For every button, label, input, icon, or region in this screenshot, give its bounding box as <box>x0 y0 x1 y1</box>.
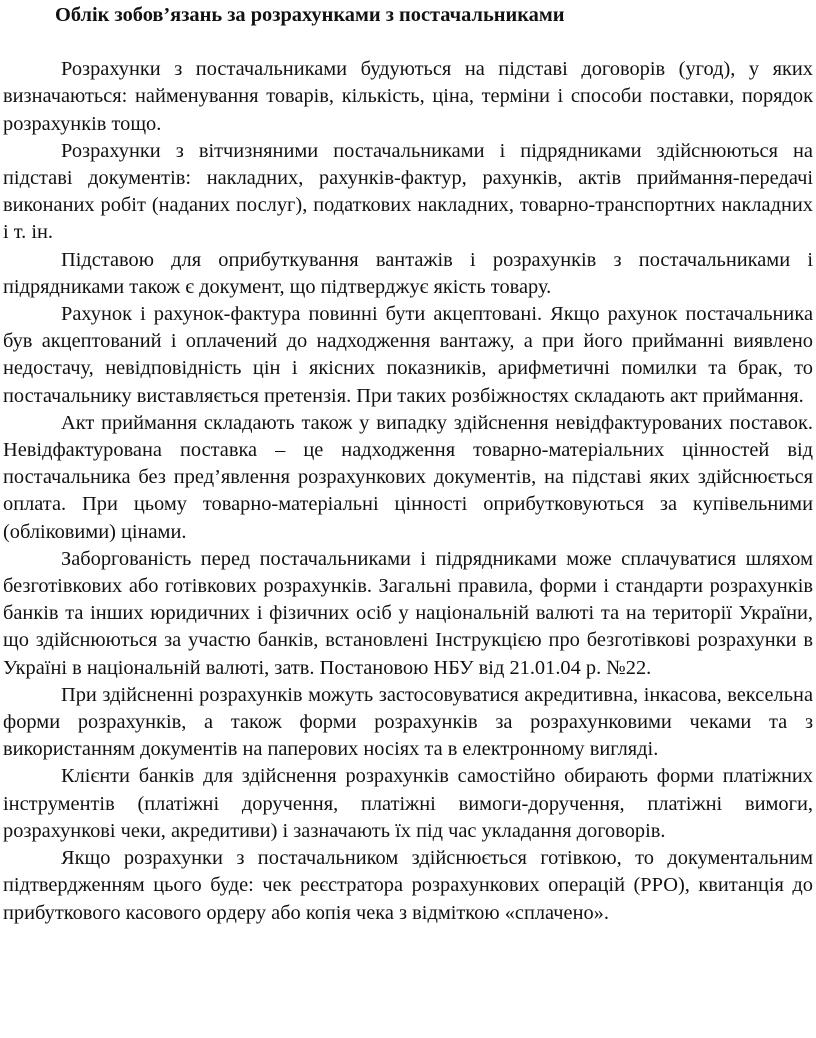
paragraph-5: Акт приймання складають також у випадку здійснення невідфактурованих поставок. Невідфактурована поставка – це надходження товарно-матеріальних цінностей від постачальника без пред’явлення розрахункових документів, на підставі яких здійснюється оплата. При цьому товарно-матеріальні цінності оприбутковуються за купівельними (обліковими) цінами. <box>3 411 813 543</box>
paragraph-9: Якщо розрахунки з постачальником здійснюється готівкою, то документальним підтвердженням цього буде: чек реєстратора розрахункових операцій (РРО), квитанція до прибуткового касового ордеру або копія чека з відміткою «сплачено». <box>3 847 813 924</box>
paragraph-3: Підставою для оприбуткування вантажів і розрахунків з постачальниками і підрядниками також є документ, що підтверджує якість товару. <box>3 248 813 298</box>
paragraph-8: Клієнти банків для здійснення розрахунків самостійно обирають форми платіжних інструментів (платіжні доручення, платіжні вимоги-доручення, платіжні вимоги, розрахункові чеки, акредитиви) і зазначають їх під час укладання договорів. <box>3 765 813 842</box>
paragraph-7: При здійсненні розрахунків можуть застосовуватися акредитивна, інкасова, вексельна форми розрахунків, а також форми розрахунків за розрахунковими чеками та з використанням документів на паперових носіях та в електронному вигляді. <box>3 683 813 761</box>
paragraph-4: Рахунок і рахунок-фактура повинні бути акцептовані. Якщо рахунок постачальника був акцептований і оплачений до надходження вантажу, а при його прийманні виявлено недостачу, невідповідність цін і якісних показників, арифметичні помилки та брак, то постачальнику виставляється претензія. При таких розбіжностях складають акт приймання. <box>3 303 813 407</box>
paragraph-1: Розрахунки з постачальниками будуються на підставі договорів (угод), у яких визначаються: найменування товарів, кількість, ціна, терміни і способи поставки, порядок розрахунків тощо. <box>3 58 813 135</box>
document-title: Облік зобов’язань за розрахунками з постачальниками <box>55 4 565 26</box>
paragraph-6: Заборгованість перед постачальниками і підрядниками може сплачуватися шляхом безготівкових або готівкових розрахунків. Загальні правила, форми і стандарти розрахунків банків та інших юридичних і фізичних осіб у національній валюті та на території України, що здійснюються за участю банків, встановлені Інструкцією про безготівкові розрахунки в Україні в національній валюті, затв. Постановою НБУ від 21.01.04 р. №22. <box>3 547 813 679</box>
paragraph-2: Розрахунки з вітчизняними постачальниками і підрядниками здійснюються на підставі документів: накладних, рахунків-фактур, рахунків, актів приймання-передачі виконаних робіт (наданих послуг), податкових накладних, товарно-транспортних накладних і т. ін. <box>3 139 813 244</box>
